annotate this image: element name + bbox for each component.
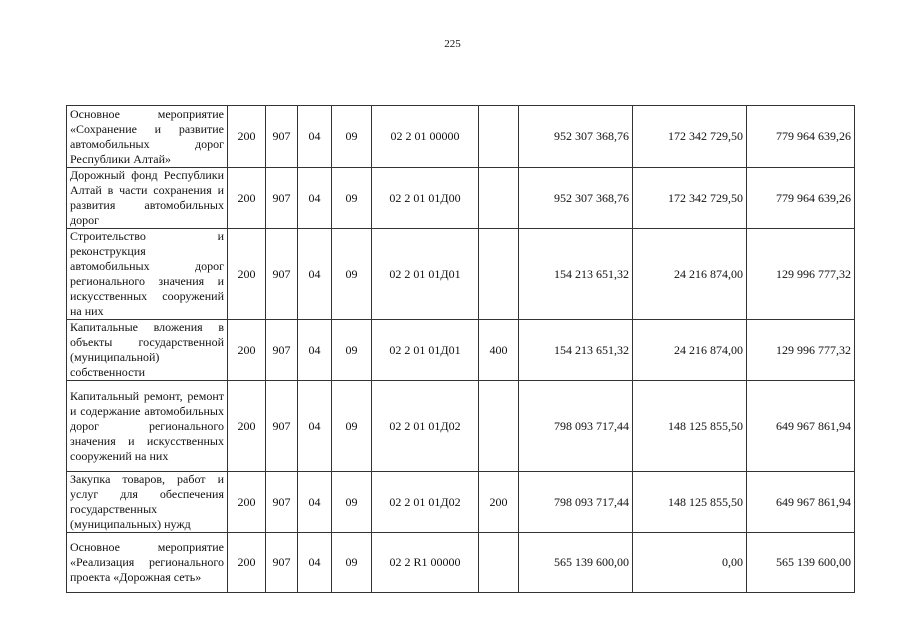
row-sum-1: 798 093 717,44: [519, 381, 633, 472]
row-name: Основное мероприятие «Реализация регионального проекта «Дорожная сеть»: [67, 533, 228, 593]
table-row: [67, 229, 855, 320]
row-ved: 907: [266, 533, 298, 593]
row-sum-3: 129 996 777,32: [747, 320, 855, 381]
row-grbs: 200: [228, 533, 266, 593]
row-name: Капитальный ремонт, ремонт и содержание автомобильных дорог регионального значения и искусственных сооружений на них: [67, 381, 228, 472]
row-grbs: 200: [228, 472, 266, 533]
row-ved: 907: [266, 168, 298, 229]
row-sum-3: 129 996 777,32: [747, 229, 855, 320]
row-sum-3: 779 964 639,26: [747, 106, 855, 168]
row-csr: 02 2 01 01Д00: [372, 168, 479, 229]
table-row: [67, 168, 855, 229]
row-sum-1: 952 307 368,76: [519, 106, 633, 168]
row-rz: 04: [298, 472, 332, 533]
row-vr: [479, 533, 519, 593]
row-ved: 907: [266, 472, 298, 533]
row-sum-1: 154 213 651,32: [519, 320, 633, 381]
row-sum-2: 172 342 729,50: [633, 106, 747, 168]
row-sum-1: 154 213 651,32: [519, 229, 633, 320]
row-sum-2: 0,00: [633, 533, 747, 593]
row-csr: 02 2 01 01Д01: [372, 229, 479, 320]
row-name: Капитальные вложения в объекты государственной (муниципальной) собственности: [67, 320, 228, 381]
row-csr: 02 2 01 01Д02: [372, 472, 479, 533]
budget-table: [66, 105, 855, 593]
row-grbs: 200: [228, 320, 266, 381]
row-csr: 02 2 R1 00000: [372, 533, 479, 593]
row-sum-1: 565 139 600,00: [519, 533, 633, 593]
row-vr: [479, 168, 519, 229]
table-row: [67, 106, 855, 168]
row-vr: [479, 381, 519, 472]
row-sum-2: 148 125 855,50: [633, 381, 747, 472]
row-sum-1: 952 307 368,76: [519, 168, 633, 229]
row-pr: 09: [332, 381, 372, 472]
row-ved: 907: [266, 320, 298, 381]
row-csr: 02 2 01 01Д02: [372, 381, 479, 472]
row-sum-2: 24 216 874,00: [633, 229, 747, 320]
row-grbs: 200: [228, 229, 266, 320]
row-pr: 09: [332, 106, 372, 168]
row-grbs: 200: [228, 381, 266, 472]
row-grbs: 200: [228, 168, 266, 229]
row-pr: 09: [332, 533, 372, 593]
table-row: [67, 472, 855, 533]
row-name: Дорожный фонд Республики Алтай в части сохранения и развития автомобильных дорог: [67, 168, 228, 229]
row-pr: 09: [332, 229, 372, 320]
table-row: [67, 320, 855, 381]
row-grbs: 200: [228, 106, 266, 168]
row-name: Строительство и реконструкция автомобильных дорог регионального значения и искусственных сооружений на них: [67, 229, 228, 320]
page-number: 225: [444, 38, 461, 50]
row-vr: 400: [479, 320, 519, 381]
row-pr: 09: [332, 168, 372, 229]
row-vr: 200: [479, 472, 519, 533]
row-sum-3: 649 967 861,94: [747, 472, 855, 533]
row-csr: 02 2 01 00000: [372, 106, 479, 168]
row-name: Закупка товаров, работ и услуг для обеспечения государственных (муниципальных) нужд: [67, 472, 228, 533]
row-rz: 04: [298, 168, 332, 229]
row-ved: 907: [266, 106, 298, 168]
row-pr: 09: [332, 472, 372, 533]
row-sum-3: 565 139 600,00: [747, 533, 855, 593]
row-rz: 04: [298, 320, 332, 381]
row-rz: 04: [298, 229, 332, 320]
table-row: [67, 533, 855, 593]
row-sum-3: 779 964 639,26: [747, 168, 855, 229]
row-vr: [479, 229, 519, 320]
row-ved: 907: [266, 381, 298, 472]
row-vr: [479, 106, 519, 168]
row-rz: 04: [298, 533, 332, 593]
row-sum-2: 24 216 874,00: [633, 320, 747, 381]
row-sum-2: 148 125 855,50: [633, 472, 747, 533]
row-name: Основное мероприятие «Сохранение и развитие автомобильных дорог Республики Алтай»: [67, 106, 228, 168]
row-pr: 09: [332, 320, 372, 381]
row-sum-2: 172 342 729,50: [633, 168, 747, 229]
row-ved: 907: [266, 229, 298, 320]
row-rz: 04: [298, 381, 332, 472]
table-body: [67, 106, 855, 593]
row-csr: 02 2 01 01Д01: [372, 320, 479, 381]
row-sum-1: 798 093 717,44: [519, 472, 633, 533]
row-sum-3: 649 967 861,94: [747, 381, 855, 472]
table-row: [67, 381, 855, 472]
row-rz: 04: [298, 106, 332, 168]
